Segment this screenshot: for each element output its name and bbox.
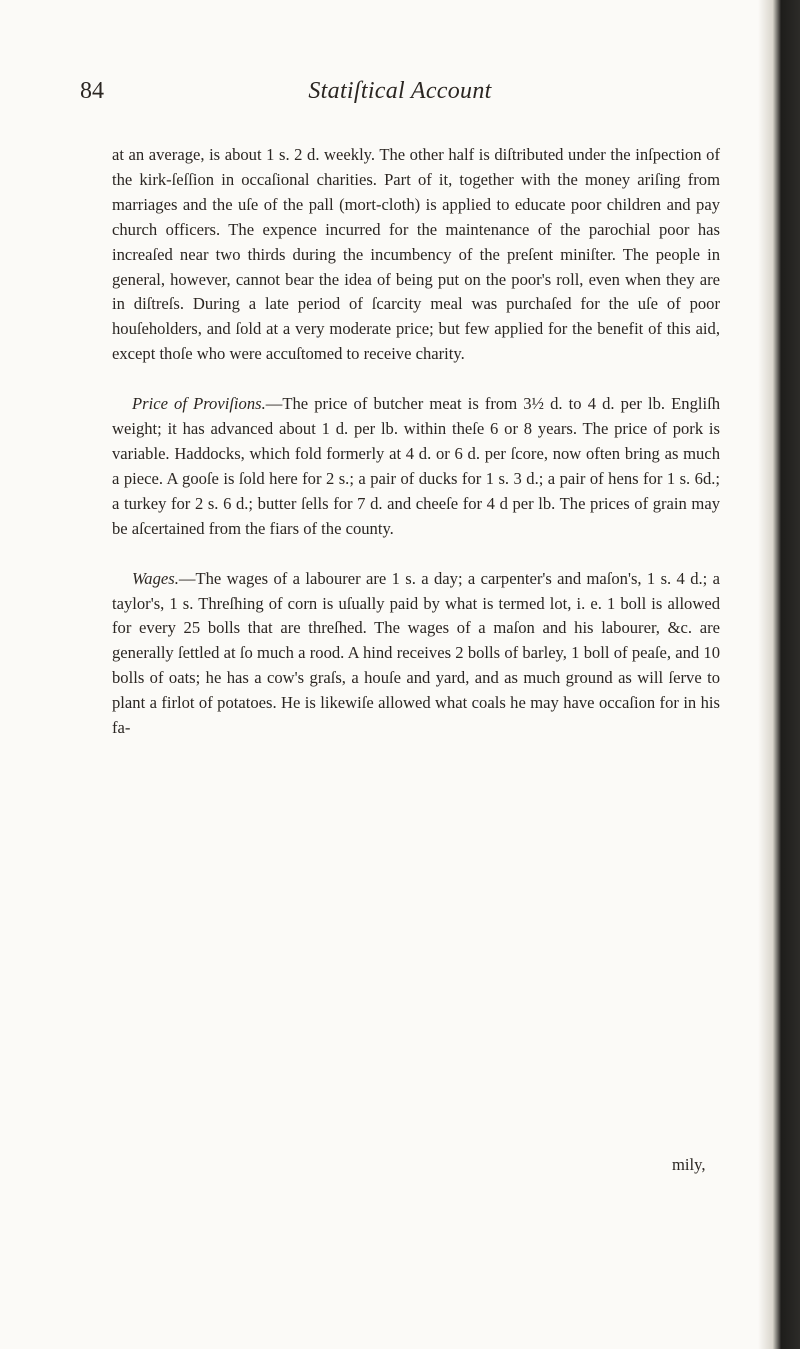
running-head: Statiſtical Account	[308, 78, 492, 104]
section-heading-wages: Wages.	[132, 568, 179, 588]
catchword: mily,	[672, 1155, 706, 1174]
paragraph-prices	[112, 392, 720, 541]
page-edge-shadow	[758, 0, 800, 1349]
prices-text: —The price of butcher meat is from 3½ d. to 4 d. per lb. Engliſh weight; it has advanced about 1 d. per lb. within theſe 6 or 8 years. The price of pork is variable. Haddocks, which fold formerly at 4 d. or 6 d. per ſcore, now often bring as much a piece. A gooſe is ſold here for 2 s.; a pair of ducks for 1 s. 3 d.; a pair of hens for 1 s. 6d.; a turkey for 2 s. 6 d.; butter ſells for 7 d. and cheeſe for 4 d per lb. The prices of grain may be aſcertained from the fiars of the county.	[112, 394, 720, 538]
page-number: 84	[80, 78, 104, 104]
page-header	[80, 78, 720, 122]
section-heading-prices: Price of Proviſions.	[132, 394, 266, 414]
paragraph-wages	[112, 567, 720, 741]
paragraph-poor-funds: at an average, is about 1 s. 2 d. weekly. The other half is diſtributed under the inſpection of the kirk-ſeſſion in occaſional charities. Part of it, together with the money ariſing from marriages and the uſe of the pall (mort-cloth) is applied to educate poor children and pay church officers. The expence incurred for the maintenance of the parochial poor has increaſed near two thirds during the incumbency of the preſent miniſter. The people in general, however, cannot bear the idea of being put on the poor's roll, even when they are in diſtreſs. During a late period of ſcarcity meal was purchaſed for the uſe of poor houſeholders, and ſold at a very moderate price; but few applied for the benefit of this aid, except thoſe who were accuſtomed to receive charity.	[112, 145, 720, 364]
body-text	[112, 143, 720, 741]
wages-text: —The wages of a labourer are 1 s. a day; a carpenter's and maſon's, 1 s. 4 d.; a taylor's, 1 s. Threſhing of corn is uſually paid by what is termed lot, i. e. 1 boll is allowed for every 25 bolls that are threſhed. The wages of a maſon and his labourer, &c. are generally ſettled at ſo much a rood. A hind receives 2 bolls of barley, 1 boll of peaſe, and 10 bolls of oats; he has a cow's graſs, a houſe and yard, and as much ground as will ſerve to plant a firlot of potatoes. He is likewiſe allowed what coals he may have occaſion for in his fa-	[112, 568, 720, 738]
